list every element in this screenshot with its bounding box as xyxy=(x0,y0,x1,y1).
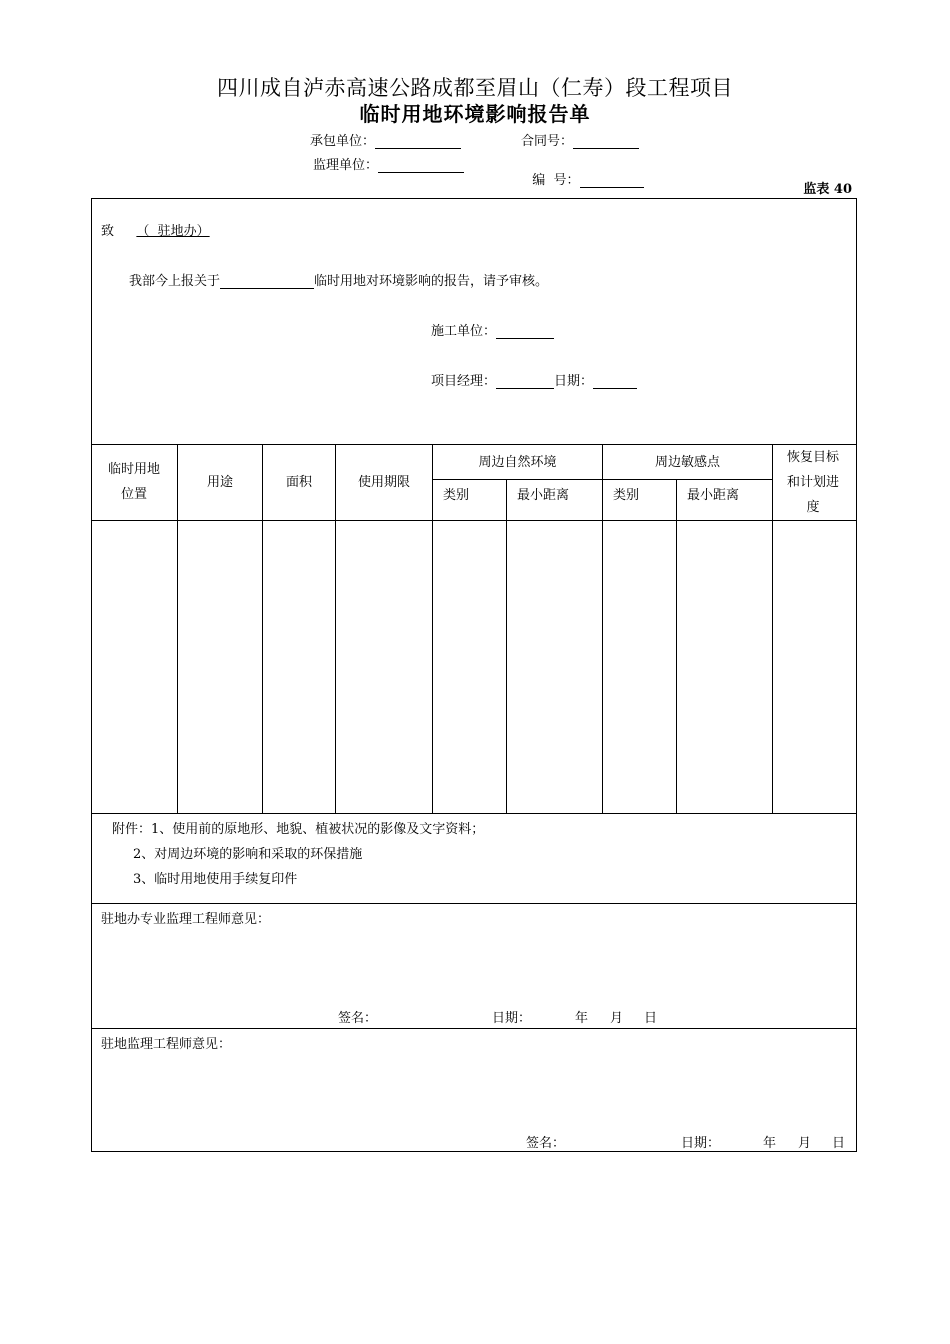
subheader-type-natural: 类别 xyxy=(443,488,470,503)
number-blank[interactable] xyxy=(580,173,644,188)
header-natural-env: 周边自然环境 xyxy=(478,454,557,470)
to-value: （ 驻地办） xyxy=(136,224,210,239)
office-sign-label: 签名： xyxy=(338,1011,378,1026)
office-day: 日 xyxy=(644,1011,658,1026)
office-date-label: 日期： xyxy=(492,1011,532,1026)
form-table xyxy=(91,198,857,1152)
office-opinion-area[interactable] xyxy=(92,929,856,999)
header-area: 面积 xyxy=(285,475,312,490)
contract-no-field xyxy=(521,130,639,149)
to-label: 致 xyxy=(101,224,115,239)
supervisor-label: 监理单位： xyxy=(313,158,379,173)
header-location: 临时用地位置 xyxy=(107,462,160,502)
project-manager-label: 项目经理： xyxy=(431,374,497,389)
form-code: 监表 40 xyxy=(803,182,852,197)
resident-opinion-label: 驻地监理工程师意见： xyxy=(101,1037,232,1052)
office-month: 月 xyxy=(610,1011,624,1026)
supervisor-blank[interactable] xyxy=(378,158,464,173)
subheader-type-sensitive: 类别 xyxy=(613,488,640,503)
contractor-field xyxy=(310,130,461,149)
header-sensitive-points: 周边敏感点 xyxy=(654,454,720,470)
subheader-distance-sensitive: 最小距离 xyxy=(687,488,740,503)
contract-no-label: 合同号： xyxy=(521,134,574,149)
contractor-label: 承包单位： xyxy=(310,134,376,149)
rule-attachments-bottom xyxy=(92,903,856,904)
project-title: 四川成自泸赤高速公路成都至眉山（仁寿）段工程项目 xyxy=(217,76,733,100)
to-line xyxy=(101,220,232,239)
resident-day: 日 xyxy=(832,1136,846,1151)
subheader-distance-natural: 最小距离 xyxy=(517,488,570,503)
report-subject-blank[interactable] xyxy=(220,274,314,289)
report-prefix: 我部今上报关于 xyxy=(129,274,221,289)
construction-unit-label: 施工单位： xyxy=(431,324,497,339)
manager-line xyxy=(431,370,637,389)
attachment-3: 3、临时用地使用手续复印件 xyxy=(133,872,298,887)
construction-unit-line xyxy=(431,320,554,339)
resident-year: 年 xyxy=(763,1136,777,1151)
number-field xyxy=(524,154,644,188)
resident-opinion-area[interactable] xyxy=(92,1054,856,1124)
attachment-1: 附件：1、使用前的原地形、地貌、植被状况的影像及文字资料； xyxy=(112,822,485,837)
number-label: 编 号： xyxy=(532,173,580,188)
rule-office-bottom xyxy=(92,1028,856,1029)
attachment-2: 2、对周边环境的影响和采取的环保措施 xyxy=(133,847,363,862)
construction-unit-blank[interactable] xyxy=(496,324,554,339)
contractor-blank[interactable] xyxy=(375,134,461,149)
request-date-blank[interactable] xyxy=(593,374,637,389)
contract-no-blank[interactable] xyxy=(573,134,639,149)
resident-month: 月 xyxy=(798,1136,812,1151)
office-opinion-label: 驻地办专业监理工程师意见： xyxy=(101,912,271,927)
report-suffix: 临时用地对环境影响的报告，请予审核。 xyxy=(314,274,549,289)
table-data-area[interactable] xyxy=(92,521,856,813)
office-year: 年 xyxy=(575,1011,589,1026)
form-title: 临时用地环境影响报告单 xyxy=(359,102,591,126)
header-restore-plan: 恢复目标和计划进度 xyxy=(786,450,839,515)
report-sentence xyxy=(129,270,548,289)
header-usage: 用途 xyxy=(206,475,233,490)
resident-date-label: 日期： xyxy=(681,1136,721,1151)
header-period: 使用期限 xyxy=(357,475,410,490)
project-manager-blank[interactable] xyxy=(496,374,554,389)
rule-data-bottom xyxy=(92,813,856,814)
supervisor-field xyxy=(313,154,464,173)
resident-sign-label: 签名： xyxy=(526,1136,566,1151)
request-date-label: 日期： xyxy=(554,374,594,389)
